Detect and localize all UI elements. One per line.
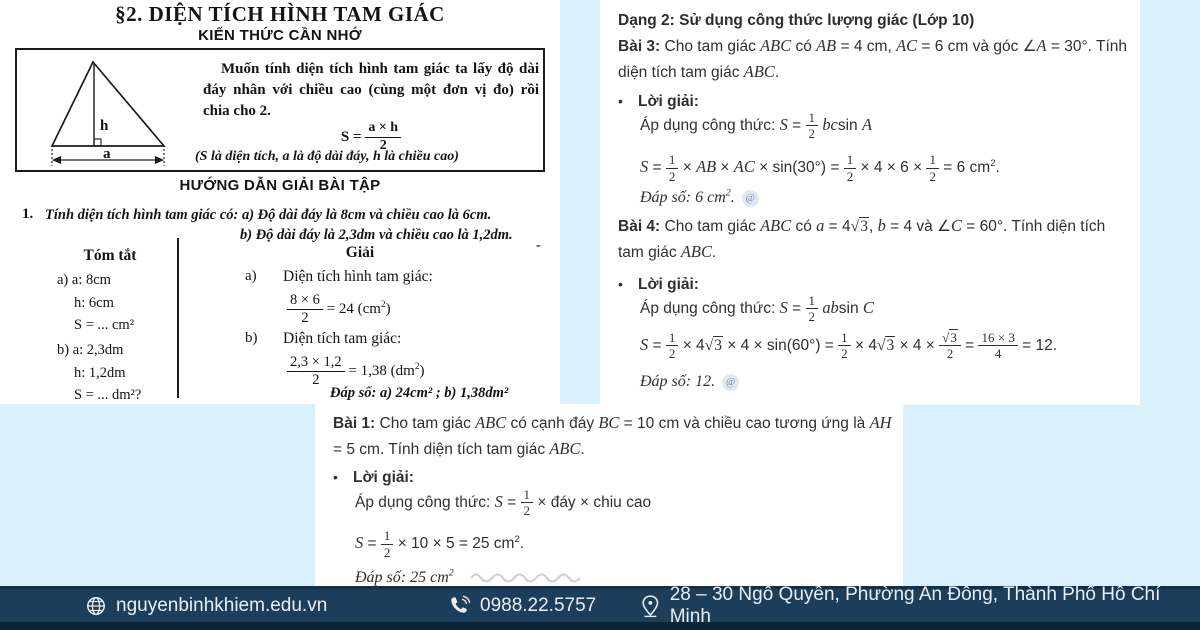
exercise-statement-a: Tính diện tích hình tam giác có: a) Độ dài đáy là 8cm và chiều cao là 6cm. (45, 207, 492, 223)
exercise-number: 1. (22, 206, 34, 222)
bullet-icon: • (618, 276, 623, 292)
section-title: HƯỚNG DẪN GIẢI BÀI TẬP (179, 177, 381, 194)
bai1-content (333, 403, 895, 586)
bai3-solution-label: • Lời giải: (618, 89, 699, 114)
bai4-formula: Áp dụng công thức: S = $\frac{1}{2}$ absin C (640, 292, 874, 325)
footer-website: nguyenbinhkhiem.edu.vn (85, 589, 327, 622)
footer-bar (0, 583, 1200, 630)
solution-b-label: b) (245, 330, 258, 346)
globe-icon (85, 595, 107, 617)
solution-header: Giải (345, 244, 375, 261)
summary-line: b) a: 2,3dm (57, 342, 124, 358)
height-label: h (100, 118, 109, 134)
bai1-answer: Đáp số: 25 $cm^2$ (355, 561, 593, 590)
dang2-heading: Dạng 2: Sử dụng công thức lượng giác (Lớp 10) (618, 12, 975, 29)
scan-subtitle: KIẾN THỨC CẦN NHỚ (198, 27, 362, 44)
attachment-icon: @ (722, 374, 739, 391)
solution-a-label: a) (245, 268, 257, 284)
bai4-solution-label: • Lời giải: (618, 272, 699, 297)
bai3-answer: Đáp số: 6 $cm^2$. @ (640, 181, 759, 210)
solutions-content (618, 0, 1132, 405)
phone-icon (448, 594, 471, 617)
bai4-statement: Bài 4: Cho tam giác ABC có a = 4√3, b = 4 và ∠C = 60°. Tính diện tích tam giác ABC. (618, 216, 1106, 261)
bai1-solution-label: • Lời giải: (333, 465, 414, 490)
summary-line: S = ... dm²? (74, 387, 142, 403)
bai4-answer: Đáp số: 12. @ (640, 369, 739, 394)
formula-note: (S là diện tích, a là độ dài đáy, h là chiều cao) (195, 149, 459, 164)
bai1-formula: Áp dụng công thức: S = $\frac{1}{2}$ × đáy × chiu cao (355, 486, 652, 519)
bai1-statement: Bài 1: Cho tam giác ABC có cạnh đáy BC = 10 cm và chiều cao tương ứng là AH = 5 cm. Tính diện tích tam giác ABC. (333, 413, 892, 458)
watermark-scribble (468, 569, 593, 582)
solution-b-computation: $\frac{2,3 \times 1,2}{2}$ = 1,38 $(dm^2)$ (287, 350, 424, 388)
footer-phone: 0988.22.5757 (448, 589, 596, 622)
scan-title: §2. DIỆN TÍCH HÌNH TAM GIÁC (115, 2, 445, 26)
bullet-icon: • (333, 469, 338, 485)
summary-line: a) a: 8cm (57, 272, 111, 288)
solution-b-title: Diện tích tam giác: (283, 330, 402, 347)
exercise-statement-b: b) Độ dài đáy là 2,3dm và chiều cao là 1,2dm. (240, 227, 513, 243)
summary-header: Tóm tắt (83, 247, 137, 264)
attachment-icon: @ (742, 190, 759, 207)
triangle-figure (39, 56, 194, 168)
knowledge-box (15, 48, 545, 172)
base-label: a (103, 146, 111, 162)
summary-line: S = ... cm² (74, 317, 135, 333)
bai3-statement: Bài 3: Cho tam giác ABC có AB = 4 cm, AC = 6 cm và góc ∠A = 30°. Tính diện tích tam giác ABC. (618, 36, 1128, 81)
textbook-scan-panel (0, 0, 560, 404)
bai3-computation: S = $\frac{1}{2}$ × AB × AC × sin(30°) = $\frac{1}{2}$ × 4 × 6 × $\frac{1}{2}$ = 6 $cm^2$. (640, 151, 1000, 184)
footer-address: 28 – 30 Ngô Quyền, Phường An Đông, Thành Phố Hồ Chí Minh (640, 589, 1200, 622)
bullet-icon: • (618, 93, 623, 109)
column-divider (177, 238, 179, 398)
area-formula: S = $\frac{a \times h}{2}$ (203, 120, 539, 154)
location-pin-icon (640, 594, 661, 618)
stray-scan-mark: - (536, 238, 541, 253)
summary-line: h: 6cm (74, 295, 114, 311)
summary-line: h: 1,2dm (74, 365, 126, 381)
right-angle-mark (94, 139, 101, 146)
bai3-formula: Áp dụng công thức: S = $\frac{1}{2}$ bcsin A (640, 109, 872, 142)
bai4-computation: S = $\frac{1}{2}$ × 4√3 × 4 × sin(60°) = $\frac{1}{2}$ × 4√3 × 4 × $\frac{√3}{2}$ = $\frac{16 \times 3}{4}$ = 12. (640, 329, 1058, 362)
solution-a-title: Diện tích hình tam giác: (283, 268, 433, 285)
solution-a-computation: $\frac{8 \times 6}{2}$ = 24 $(cm^2)$ (287, 288, 391, 326)
bai1-computation: S = $\frac{1}{2}$ × 10 × 5 = 25 $cm^2$. (355, 527, 525, 560)
knowledge-text: Muốn tính diện tích hình tam giác ta lấy độ dài đáy nhân với chiều cao (cùng một đơn vị đo) rồi chia cho 2. (203, 61, 539, 119)
exercise-answer: Đáp số: a) 24cm² ; b) 1,38dm² (330, 385, 509, 401)
